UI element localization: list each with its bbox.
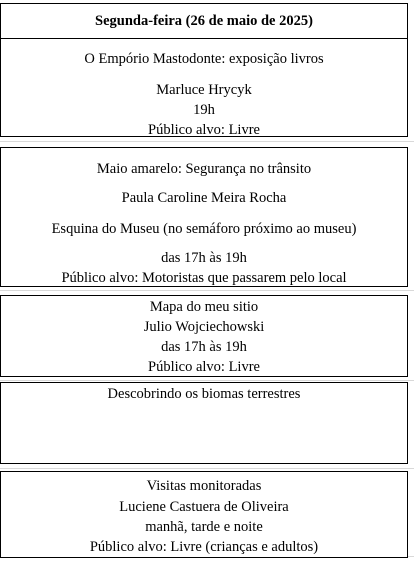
event-title: O Empório Mastodonte: exposição livros <box>84 51 324 67</box>
event-title: Descobrindo os biomas terrestres <box>107 386 301 402</box>
event-audience: Público alvo: Livre <box>148 359 260 375</box>
event-block-1 <box>0 38 408 137</box>
event-title: Mapa do meu sitio <box>149 299 259 315</box>
page-title: Segunda-feira (26 de maio de 2025) <box>95 13 313 29</box>
event-organizer: Paula Caroline Meira Rocha <box>121 190 287 206</box>
gridline <box>0 141 414 142</box>
event-audience: Público alvo: Livre <box>148 122 260 138</box>
event-block-3 <box>0 295 408 377</box>
event-block-4 <box>0 382 408 464</box>
header-cell <box>0 3 408 39</box>
gridline <box>0 290 414 291</box>
event-block-2 <box>0 147 408 287</box>
event-time: 19h <box>193 102 215 118</box>
event-time: manhã, tarde e noite <box>145 519 263 535</box>
event-location: Esquina do Museu (no semáforo próximo ao museu) <box>51 221 357 237</box>
event-title: Maio amarelo: Segurança no trânsito <box>96 161 312 177</box>
event-organizer: Julio Wojciechowski <box>143 319 265 335</box>
event-organizer: Luciene Castuera de Oliveira <box>119 499 289 515</box>
event-audience: Público alvo: Livre (crianças e adultos) <box>89 539 319 555</box>
event-title: Visitas monitoradas <box>146 478 262 494</box>
event-time: das 17h às 19h <box>161 250 247 266</box>
gridline <box>0 380 414 381</box>
event-organizer: Marluce Hrycyk <box>156 82 252 98</box>
event-audience: Público alvo: Motoristas que passarem pelo local <box>61 270 347 286</box>
event-block-5 <box>0 471 408 558</box>
event-time: das 17h às 19h <box>161 339 247 355</box>
gridline <box>0 468 414 469</box>
